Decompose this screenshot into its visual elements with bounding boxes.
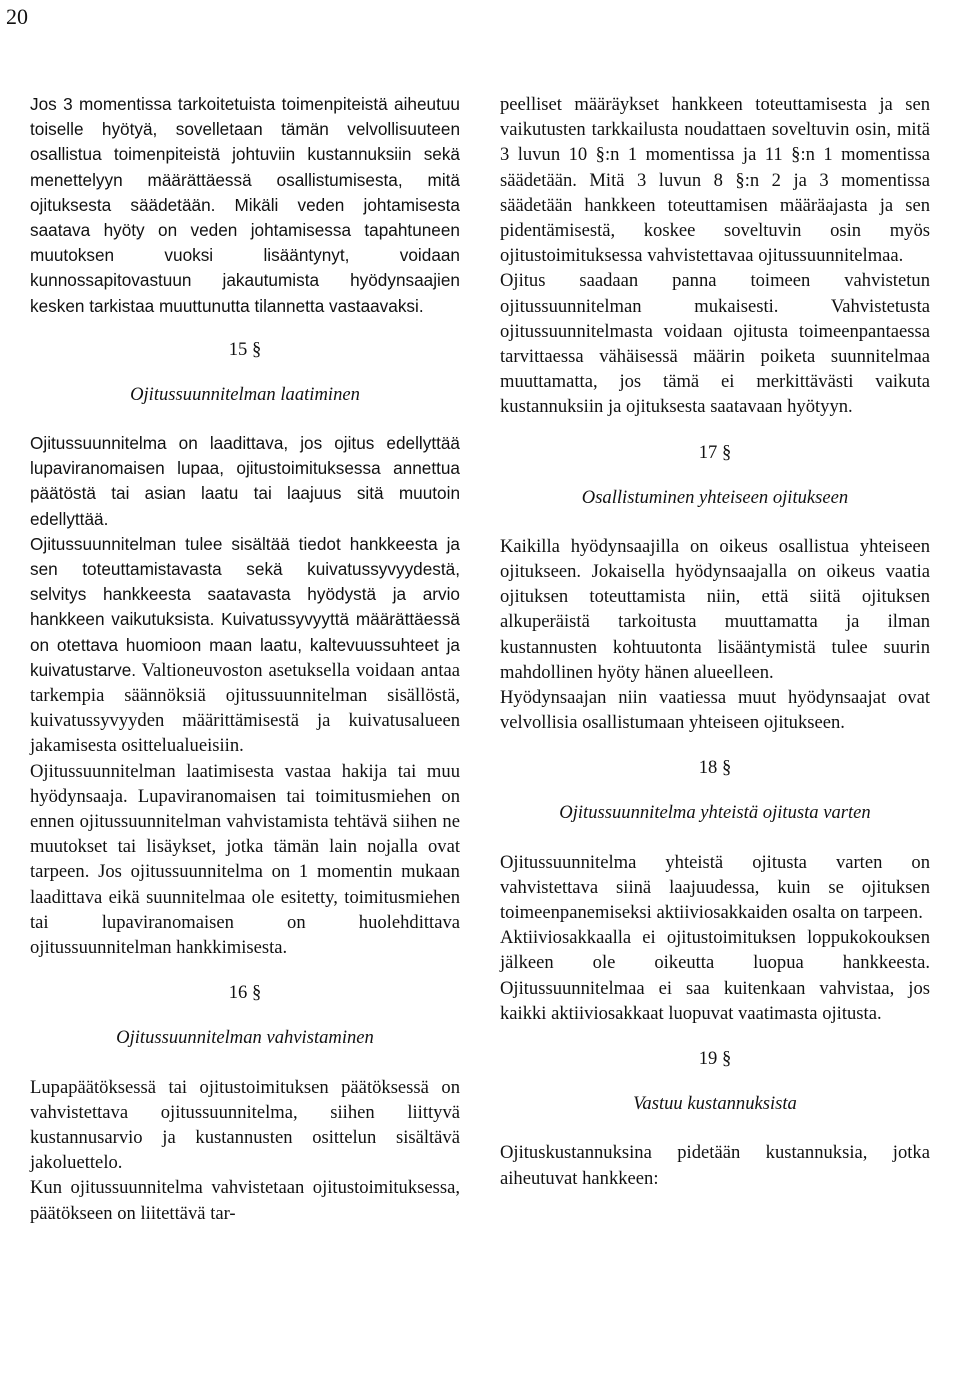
paragraph-text: Kaikilla hyödynsaajilla on oikeus osallistua yhteiseen ojitukseen. Jokaisella hyödynsaajalla on oikeus vaatia ojituksen toteuttamista niin, että siitä ojituksen alkuperäistä tarkoitusta muuttamatta ja ilman kustannusten kohtuutonta lisääntymistä tulee suurin mahdollinen hyöty hänen alueelleen. <box>500 535 930 683</box>
paragraph-text: Ojitussuunnitelma yhteistä ojitusta varten on vahvistettava siinä laajuudessa, kuin se ojituksen toimeenpanemiseksi aktiiviosakkaiden osalta on tarpeen. <box>500 851 930 924</box>
paragraph-text: Kuivatussyvyyttä määrättäessä on otettava huomioon maan laatu, kaltevuussuhteet ja kuivatustarve. <box>30 609 460 680</box>
paragraph-text: Ojitus saadaan panna toimeen vahvistetun ojitussuunnitelman mukaisesti. Vahvistetusta ojitussuunnitelmasta voidaan ojitusta toimeenpantaessa tarvittaessa vähäisessä määrin poiketa suunnitelmaa muuttamatta, jos tämä ei merkittävästi vaikuta kustannuksiin ja ojituksesta saatavaan hyötyyn. <box>500 270 930 418</box>
section-title: Ojitussuunnitelman vahvistaminen <box>116 1027 374 1049</box>
paragraph-text <box>30 759 460 961</box>
paragraph-text: Mikäli veden johtamisesta saatava hyöty on veden johtamisessa tapahtuneen muutoksen vuoksi lisääntynyt, voidaan kunnossapitovastuun jakautumista hyödynsaajien kesken tarkistaa muuttunutta tilannetta vastaavaksi. <box>30 194 460 316</box>
section-number: 16 § <box>228 982 262 1004</box>
paragraph-text <box>30 532 460 759</box>
paragraph-cost-sharing <box>30 92 460 319</box>
section-number: 18 § <box>698 757 732 779</box>
paragraph-text: Aktiiviosakkaalla ei ojitustoimituksen loppukokouksen jälkeen ole oikeutta luopua hankkeesta. Ojitussuunnitelmaa ei saa kuitenkaan vahvistaa, jos kaikki aktiiviosakkaat luopuvat vaatimasta ojitusta. <box>500 927 930 1024</box>
paragraph-text: Ojitussuunnitelman tulee sisältää tiedot hankkeesta ja sen toteuttamistavasta sekä kuivatussyvyydestä, selvitys hankkeesta saatavasta hyödystä ja arvio hankkeen vaikutuksista. <box>30 533 460 630</box>
paragraph-text: Lupaviranomaisen tai toimitusmiehen on ennen ojitussuunnitelman vahvistamista tehtävä siihen ne muutokset tai lisäykset, jotka tämän lain nojalla ovat tarpeen. <box>30 785 460 883</box>
section-number: 15 § <box>228 338 262 360</box>
section-number: 19 § <box>698 1048 732 1070</box>
page-number: 20 <box>6 4 28 29</box>
paragraph-text <box>30 431 460 532</box>
section-title: Ojitussuunnitelma yhteistä ojitusta varten <box>559 802 871 824</box>
right-column <box>500 92 930 1191</box>
paragraph-text: Valtioneuvoston asetuksella voidaan antaa tarkempia säännöksiä ojitussuunnitelman sisällöstä, kuivatussyvyyden määrittämisestä ja kuivatusalueen jakamisesta osittelualueisiin. <box>30 659 460 757</box>
paragraph-text: Hyödynsaajan niin vaatiessa muut hyödynsaajat ovat velvollisia osallistumaan yhteiseen ojitukseen. <box>500 687 930 734</box>
section-title: Vastuu kustannuksista <box>633 1093 797 1115</box>
section-title: Osallistuminen yhteiseen ojitukseen <box>581 486 849 508</box>
paragraph-text: Ojitussuunnitelman laatimisesta vastaa hakija tai muu hyödynsaaja. <box>30 760 460 807</box>
section-number: 17 § <box>698 441 732 463</box>
section-title: Ojitussuunnitelman laatiminen <box>130 383 360 405</box>
left-column <box>30 92 460 1226</box>
paragraph-text: Jos ojitussuunnitelma on 1 momentin mukaan laadittava eikä suunnitelmaa ole esitetty, toimitusmiehen tai lupaviranomaisen on huolehdittava ojitussuunnitelman hankkimisesta. <box>30 861 460 959</box>
paragraph-text: Ojituskustannuksina pidetään kustannuksia, jotka aiheutuvat hankkeen: <box>500 1142 930 1189</box>
paragraph-text: Kun ojitussuunnitelma vahvistetaan ojitustoimituksessa, päätökseen on liitettävä tar- <box>30 1177 460 1224</box>
paragraph-text: Jos 3 momentissa tarkoitetuista toimenpiteistä aiheutuu toiselle hyötyä, sovelletaan tämän velvollisuuteen osallistua toimenpiteistä johtuviin kustannuksiin sekä menettelyyn määrättäessä osallistumisesta, mitä ojituksesta säädetään. <box>30 94 460 215</box>
paragraph-text: Lupapäätöksessä tai ojitustoimituksen päätöksessä on vahvistettava ojitussuunnitelma, siihen liittyvä kustannusarvio ja kustannusten osittelun sisältävä jakoluettelo. <box>30 1076 460 1174</box>
paragraph-text: peelliset määräykset hankkeen toteuttamisesta ja sen vaikutusten tarkkailusta noudattaen soveltuvin osin, mitä 3 luvun 10 §:n 1 momentissa ja 11 §:n 1 momentissa säädetään. Mitä 3 luvun 8 §:n 2 ja 3 momentissa säädetään hankkeen toteuttamisen määräajasta ja sen pidentämisestä, koskee soveltuvin osin myös ojitustoimituksessa vahvistettavaa ojitussuunnitelmaa. <box>500 94 930 267</box>
paragraph-text: Ojitussuunnitelma on laadittava, jos ojitus edellyttää lupaviranomaisen lupaa, ojitustoimituksessa annettua päätöstä tai asian laatu tai laajuus sitä muutoin edellyttää. <box>30 433 460 529</box>
